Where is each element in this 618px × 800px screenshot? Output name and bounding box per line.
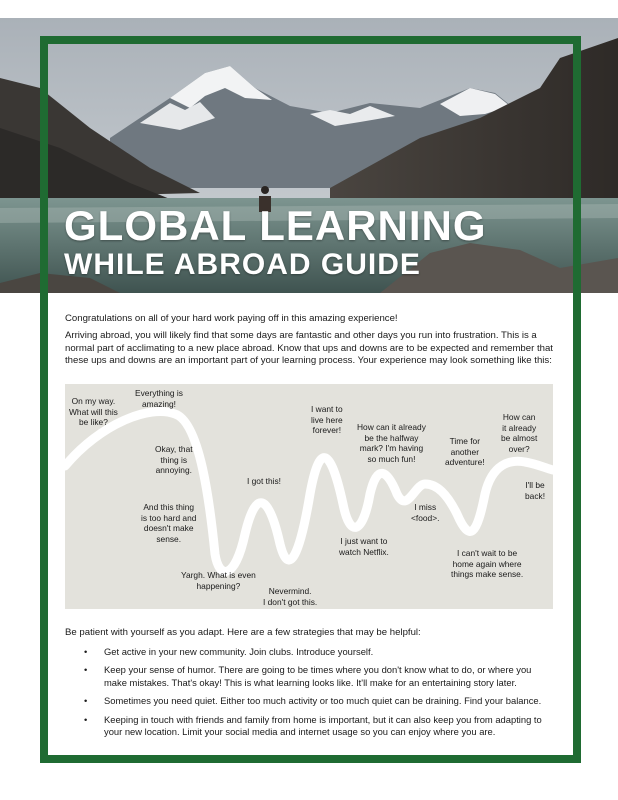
- chart-label: How can it already be almost over?: [501, 412, 538, 454]
- chart-label: Yargh. What is even happening?: [181, 570, 256, 591]
- chart-label: I can't wait to be home again where things make sense.: [451, 548, 524, 579]
- chart-label: How can it already be the halfway mark? I'm having so much fun!: [357, 422, 426, 464]
- chart-label: And this thing is too hard and doesn't make sense.: [141, 502, 197, 544]
- list-item: • Sometimes you need quiet. Either too much activity or too much quiet can be draining. Find your balance.: [84, 695, 554, 707]
- chart-label: I want to live here forever!: [311, 404, 343, 435]
- list-item: • Keep your sense of humor. There are going to be times where you don't know what to do, or where you make mistakes. That's okay! This is what learning looks like. It'll make for an entertaining story later.: [84, 664, 554, 689]
- chart-label: On my way. What will this be like?: [69, 396, 118, 427]
- intro-paragraph-1: Congratulations on all of your hard work paying off in this amazing experience!: [65, 313, 398, 324]
- chart-label: Nevermind. I don't got this.: [263, 586, 318, 607]
- chart-label: Okay, that thing is annoying.: [155, 444, 193, 475]
- chart-label: I'll be back!: [525, 480, 546, 501]
- page-title: [64, 204, 487, 282]
- chart-label: I miss <food>.: [411, 502, 440, 523]
- experience-curve-chart: [65, 384, 553, 609]
- title-line-2: WHILE ABROAD GUIDE: [64, 248, 421, 281]
- title-line-1: GLOBAL LEARNING: [64, 202, 487, 249]
- chart-label: I just want to watch Netflix.: [339, 536, 389, 557]
- chart-label: I got this!: [247, 476, 281, 486]
- strategies-list: [84, 646, 554, 744]
- intro-paragraph-2: Arriving abroad, you will likely find that some days are fantastic and other days you run into frustration. This is a normal part of acclimating to a new place abroad. Know that ups and downs are to be expected and remember that these ups and downs are an important part of your learning process. Your experience may look something like this:: [65, 330, 553, 367]
- chart-label: Time for another adventure!: [445, 436, 485, 467]
- list-item: • Keeping in touch with friends and family from home is important, but it can also keep you from adapting to your new location. Limit your social media and internet usage so you can enjoy where you are.: [84, 714, 554, 739]
- list-item: • Get active in your new community. Join clubs. Introduce yourself.: [84, 646, 554, 658]
- strategies-intro: Be patient with yourself as you adapt. Here are a few strategies that may be helpful:: [65, 627, 421, 638]
- chart-label: Everything is amazing!: [135, 388, 183, 409]
